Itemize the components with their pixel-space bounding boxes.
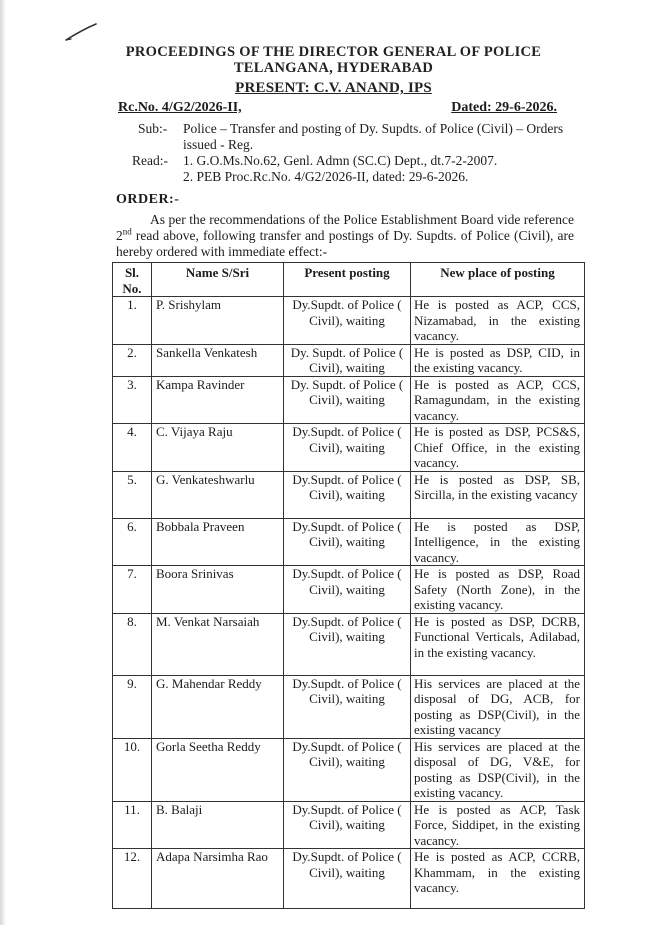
row-present-posting: Dy.Supdt. of Police ( Civil), waiting bbox=[284, 801, 411, 849]
row-new-posting: He is posted as DSP, Road Safety (North Zone), in the existing vacancy. bbox=[411, 566, 585, 614]
table-row bbox=[113, 471, 585, 518]
order-text-part1: As per the recommendations of the Police Establishment Board vide reference 2 bbox=[116, 212, 574, 243]
order-text-part2: read above, following transfer and postings of Dy. Supdts. of Police (Civil), are hereby ordered with immediate effect:- bbox=[116, 228, 574, 259]
row-sl-no: 5. bbox=[113, 471, 152, 518]
row-sl-no: 6. bbox=[113, 518, 152, 566]
row-officer-name: Kampa Ravinder bbox=[152, 376, 284, 424]
row-sl-no: 7. bbox=[113, 566, 152, 614]
row-sl-no: 2. bbox=[113, 344, 152, 376]
table-row bbox=[113, 376, 585, 424]
row-present-posting: Dy. Supdt. of Police ( Civil), waiting bbox=[284, 376, 411, 424]
row-new-posting: He is posted as ACP, Task Force, Siddipet, in the existing vacancy. bbox=[411, 801, 585, 849]
row-new-posting: He is posted as DSP, PCS&S, Chief Office, in the existing vacancy. bbox=[411, 424, 585, 472]
row-present-posting: Dy. Supdt. of Police ( Civil), waiting bbox=[284, 344, 411, 376]
row-new-posting: He is posted as DSP, Intelligence, in the existing vacancy. bbox=[411, 518, 585, 566]
order-paragraph bbox=[116, 212, 574, 260]
row-officer-name: M. Venkat Narsaiah bbox=[152, 613, 284, 675]
row-sl-no: 9. bbox=[113, 675, 152, 738]
row-new-posting: He is posted as ACP, CCRB, Khammam, in the existing vacancy. bbox=[411, 849, 585, 909]
table-row bbox=[113, 344, 585, 376]
order-text bbox=[116, 212, 574, 260]
row-new-posting: He is posted as ACP, CCS, Ramagundam, in the existing vacancy. bbox=[411, 376, 585, 424]
title-location: TELANGANA, HYDERABAD bbox=[233, 60, 434, 76]
header-present-posting: Present posting bbox=[284, 263, 411, 297]
row-new-posting: He is posted as DSP, DCRB, Functional Verticals, Adilabad, in the existing vacancy. bbox=[411, 613, 585, 675]
header-sl-no: Sl. No. bbox=[113, 263, 152, 297]
row-officer-name: Gorla Seetha Reddy bbox=[152, 738, 284, 801]
row-sl-no: 11. bbox=[113, 801, 152, 849]
row-present-posting: Dy.Supdt. of Police ( Civil), waiting bbox=[284, 471, 411, 518]
table-row bbox=[113, 613, 585, 675]
title-proceedings: PROCEEDINGS OF THE DIRECTOR GENERAL OF POLICE bbox=[125, 44, 542, 60]
read-item-1: 1. G.O.Ms.No.62, Genl. Admn (SC.C) Dept., dt.7-2-2007. bbox=[183, 153, 498, 168]
read-label: Read:- bbox=[132, 153, 168, 168]
table-row bbox=[113, 297, 585, 345]
table-row bbox=[113, 849, 585, 909]
row-present-posting: Dy.Supdt. of Police ( Civil), waiting bbox=[284, 675, 411, 738]
header-new-posting: New place of posting bbox=[411, 263, 585, 297]
subject-label: Sub:- bbox=[138, 121, 168, 136]
header-name: Name S/Sri bbox=[152, 263, 284, 297]
table-row bbox=[113, 518, 585, 566]
table-row bbox=[113, 738, 585, 801]
row-new-posting: His services are placed at the disposal of DG, ACB, for posting as DSP(Civil), in the existing vacancy bbox=[411, 675, 585, 738]
table-row bbox=[113, 566, 585, 614]
row-sl-no: 12. bbox=[113, 849, 152, 909]
reference-number: Rc.No. 4/G2/2026-II, bbox=[118, 100, 242, 115]
row-sl-no: 4. bbox=[113, 424, 152, 472]
postings-table bbox=[112, 262, 585, 909]
row-officer-name: Boora Srinivas bbox=[152, 566, 284, 614]
row-officer-name: P. Srishylam bbox=[152, 297, 284, 345]
row-present-posting: Dy.Supdt. of Police ( Civil), waiting bbox=[284, 738, 411, 801]
row-present-posting: Dy.Supdt. of Police ( Civil), waiting bbox=[284, 849, 411, 909]
present-officer: PRESENT: C.V. ANAND, IPS bbox=[235, 80, 432, 96]
table-row bbox=[113, 675, 585, 738]
row-new-posting: His services are placed at the disposal of DG, V&E, for posting as DSP(Civil), in the existing vacancy. bbox=[411, 738, 585, 801]
row-present-posting: Dy.Supdt. of Police ( Civil), waiting bbox=[284, 566, 411, 614]
row-new-posting: He is posted as DSP, CID, in the existing vacancy. bbox=[411, 344, 585, 376]
row-present-posting: Dy.Supdt. of Police ( Civil), waiting bbox=[284, 518, 411, 566]
row-present-posting: Dy.Supdt. of Police ( Civil), waiting bbox=[284, 297, 411, 345]
row-officer-name: G. Venkateshwarlu bbox=[152, 471, 284, 518]
row-present-posting: Dy.Supdt. of Police ( Civil), waiting bbox=[284, 424, 411, 472]
row-officer-name: Sankella Venkatesh bbox=[152, 344, 284, 376]
subject-text: Police – Transfer and posting of Dy. Supdts. of Police (Civil) – Orders issued - Reg. bbox=[183, 121, 564, 152]
row-sl-no: 3. bbox=[113, 376, 152, 424]
table-row bbox=[113, 801, 585, 849]
row-officer-name: Bobbala Praveen bbox=[152, 518, 284, 566]
row-officer-name: C. Vijaya Raju bbox=[152, 424, 284, 472]
row-new-posting: He is posted as DSP, SB, Sircilla, in the existing vacancy bbox=[411, 471, 585, 518]
row-officer-name: Adapa Narsimha Rao bbox=[152, 849, 284, 909]
row-officer-name: G. Mahendar Reddy bbox=[152, 675, 284, 738]
row-sl-no: 8. bbox=[113, 613, 152, 675]
row-new-posting: He is posted as ACP, CCS, Nizamabad, in the existing vacancy. bbox=[411, 297, 585, 345]
order-heading: ORDER:- bbox=[116, 192, 180, 207]
row-present-posting: Dy.Supdt. of Police ( Civil), waiting bbox=[284, 613, 411, 675]
reference-date: Dated: 29-6-2026. bbox=[451, 100, 557, 115]
row-officer-name: B. Balaji bbox=[152, 801, 284, 849]
row-sl-no: 1. bbox=[113, 297, 152, 345]
order-superscript: nd bbox=[122, 226, 132, 237]
table-row bbox=[113, 424, 585, 472]
read-item-2: 2. PEB Proc.Rc.No. 4/G2/2026-II, dated: 29-6-2026. bbox=[183, 169, 469, 184]
row-sl-no: 10. bbox=[113, 738, 152, 801]
table-header-row bbox=[113, 263, 585, 297]
